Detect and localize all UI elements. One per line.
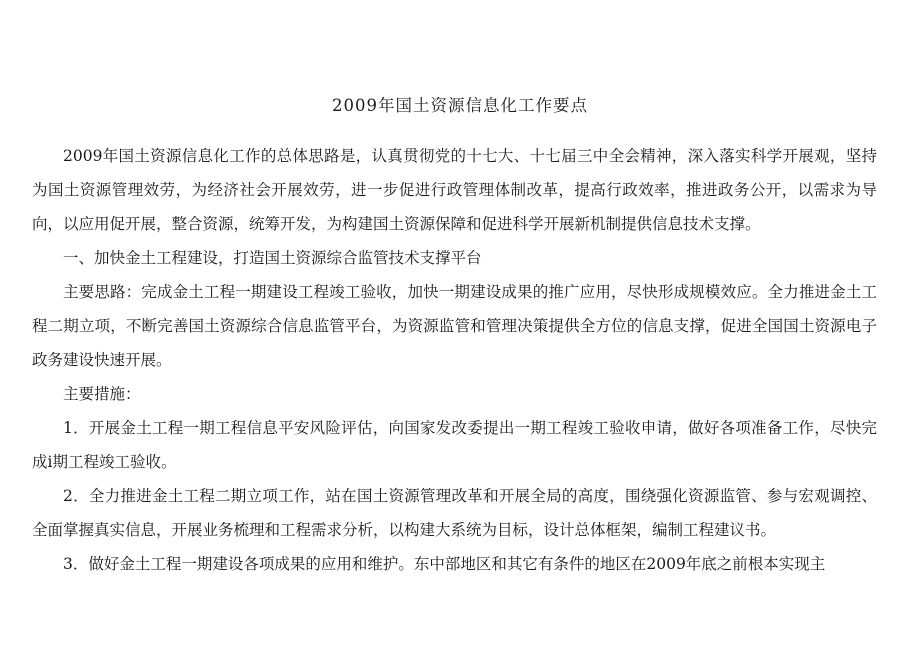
paragraph-main-measures-label: 主要措施： bbox=[63, 385, 141, 403]
document-title: 2009年国土资源信息化工作要点 bbox=[332, 96, 588, 115]
paragraph-main-approach: 主要思路：完成金土工程一期建设工程竣工验收，加快一期建设成果的推广应用，尽快形成规模效应。全力推进金土工程二期立项，不断完善国土资源综合信息监管平台，为资源监管和管理决策提供全方位的信息支撑，促进全国国土资源电子政务建设快速开展。 bbox=[32, 283, 877, 369]
list-item-measure-2: 2．全力推进金土工程二期立项工作，站在国土资源管理改革和开展全局的高度，围绕强化资源监管、参与宏观调控、全面掌握真实信息，开展业务梳理和工程需求分析，以构建大系统为目标，设计总体框架，编制工程建议书。 bbox=[32, 487, 877, 539]
list-item-measure-1: 1．开展金土工程一期工程信息平安风险评估，向国家发改委提出一期工程竣工验收申请，做好各项准备工作，尽快完成i期工程竣工验收。 bbox=[32, 419, 877, 471]
paragraph-overall-approach: 2009年国土资源信息化工作的总体思路是，认真贯彻党的十七大、十七届三中全会精神，深入落实科学开展观，坚持为国土资源管理效劳，为经济社会开展效劳，进一步促进行政管理体制改革，提高行政效率，推进政务公开，以需求为导向，以应用促开展，整合资源，统筹开发，为构建国土资源保障和促进科学开展新机制提供信息技术支撑。 bbox=[32, 147, 877, 233]
list-item-measure-3: 3．做好金土工程一期建设各项成果的应用和维护。东中部地区和其它有条件的地区在2009年底之前根本实现主 bbox=[63, 555, 826, 573]
section-heading-1: 一、加快金土工程建设，打造国土资源综合监管技术支撑平台 bbox=[63, 249, 482, 267]
